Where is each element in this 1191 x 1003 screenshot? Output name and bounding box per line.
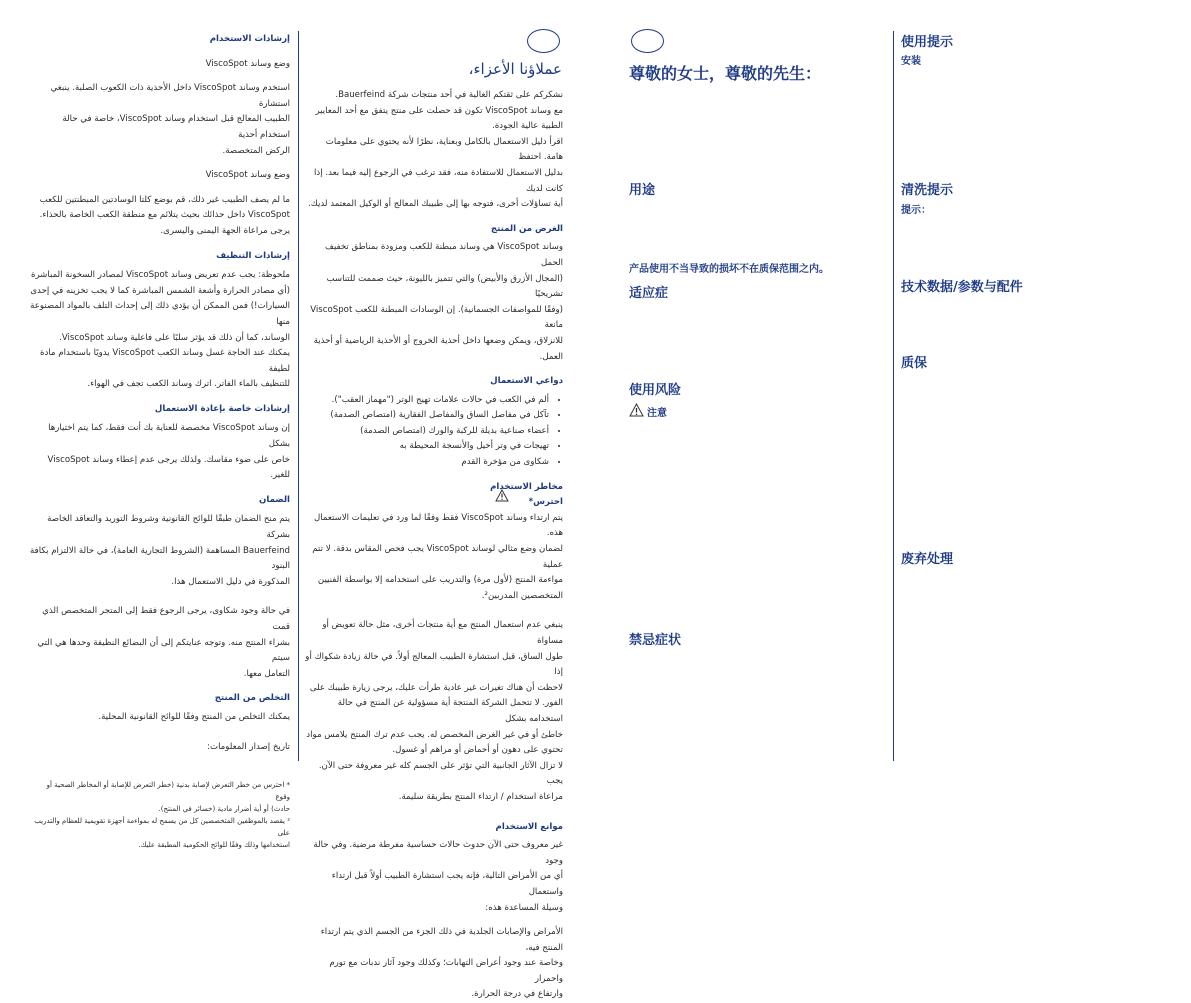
subheading-install: 安装 (901, 56, 921, 67)
caution-label-chinese: 注意 (647, 408, 667, 419)
reuse-paragraph: إن وساند ViscoSpot مخصصة للعناية بك أنت فقط، كما يتم اختيارها بشكل خاص على ضوء مقاسك. ولذلك يرجى عدم إعطاء وساند ViscoSpot للغير. (47, 423, 290, 481)
column-divider-1 (298, 31, 299, 761)
placement-paragraph: ما لم يصف الطبيب غير ذلك، قم بوضع كلتا الوسادتين المبطنتين للكعب ViscoSpot داخل حذائك بحيث يتلائم مع منطقة الكعب الخاصة بالحذاء. يرجى مراعاة الجهة اليمنى واليسرى. (39, 194, 290, 236)
heading-warranty: 质保 (901, 356, 928, 371)
caution-label: احترس* (528, 497, 563, 508)
arabic-column-1 (30, 32, 290, 851)
heading-indications: 适应症 (629, 286, 669, 301)
subheading-placement: وضع وساند ViscoSpot (205, 58, 290, 69)
heading-technical-data: 技术数据/参数与配件 (901, 280, 1023, 295)
list-item: • تهيجات في وتر أخيل والأنسجة المحيطة به (305, 439, 549, 455)
heading-contraindications: 禁忌症状 (629, 633, 682, 648)
heading-purpose: 用途 (629, 183, 656, 198)
section-title-contraindications: موانع الاستخدام (495, 821, 563, 832)
risks-paragraph: يتم ارتداء وساند ViscoSpot فقط وفقًا لما ورد في تعليمات الاستعمال هذه. لضمان وضع مثالي لوساند ViscoSpot يجب فحص المقاس بدقة. لا تتم عملية مواءمة المنتج (لأول مرة) والتدريب على استخدامه إلا بواسطة الفنيين المتخصصين المدربين². (312, 512, 563, 601)
usage-paragraph: استخدم وساند ViscoSpot داخل الأحذية ذات الكعوب الصلبة. ينبغي استشارة الطبيب المعالج قبل استخدام وساند ViscoSpot، خاصة في حالة استخدام أحذية الركض المتخصصة. (50, 83, 290, 156)
cleaning-paragraph: ملحوظة: يجب عدم تعريض وساند ViscoSpot لمصادر السخونة المباشرة (أي مصادر الحرارة وأشعة الشمس المباشرة كما لا يجب تخزينه في إحدى السيارات!) فمن الممكن أن يؤدي ذلك إلى إحداث التلف بالمواد المصنوعة منها الوساند، كما أن ذلك قد يؤثر سلبًا على فاعلية وساند ViscoSpot. يمكنك عند الحاجة غسل وساند الكعب ViscoSpot يدويًا باستخدام مادة لطيفة للتنظيف بالماء الفاتر. اترك وساند الكعب تجف في الهواء. (30, 270, 290, 390)
warning-triangle-icon (629, 403, 644, 417)
heading-cleaning: 清洗提示 (901, 183, 954, 198)
purpose-paragraph: وساند ViscoSpot هي وساند مبطنة للكعب ومزودة بمناطق تخفيف الحمل (المجال الأزرق والأبيض) والتي تتميز بالليونة، حيث صممت للتناسب تشريحيًا (وفقًا للمواصفات الجسمانية). إن الوسادات المبطنة للكعب ViscoSpot مانعة للانزلاق، ويمكن وضعها داخل أحذية الخروج أو الأحذية الرياضية أو أحذية العمل. (310, 242, 563, 362)
section-title-usage: إرشادات الاستخدام (209, 34, 290, 44)
arabic-column-2 (305, 88, 563, 1003)
contraindications-paragraph-2: الأمراض والإصابات الجلدية في ذلك الجزء من الجسم الذي يتم ارتداء المنتج فيه، وخاصة عند وجود أعراض التهابات؛ وكذلك وجود آثار ندبات مع تورم واحمرار وارتفاع في درجة الحرارة. (320, 927, 563, 1000)
list-item: • شكاوى من مؤخرة القدم (305, 455, 549, 471)
language-marker-circle-arabic (527, 29, 560, 53)
section-title-cleaning: إرشادات التنظيف (216, 250, 290, 261)
footnotes: * احترس من خطر التعرض لإصابة بدنية (خطر التعرض للإصابة أو المخاطر الصحية أو وقوع حادث) أو أية أضرار مادية (خسائر في المنتج). ² يقصد بالموظفين المتخصصين كل من يسمح له بمواءمة أجهزة تقويمية للعظام والتدريب على استخدامها وذلك وفقًا للوائح الحكومية المطبقة عليك. (34, 781, 290, 850)
risks-paragraph-2: ينبغي عدم استعمال المنتج مع أية منتجات أخرى، مثل حالة تعويض أو مساواة طول الساق، قبل استشارة الطبيب المعالج أولاً. في حالة زيادة شكواك أو إذا لاحظت أن هناك تغيرات غير عادية طرأت عليك، يرجى زيارة طبيبك على الفور. لا تتحمل الشركة المنتجة أية مسؤولية عن المنتج في حالة استخدامه بشكل خاطئ أو في غير الغرض المخصص له. يجب عدم ترك المنتج يلامس مواد تحتوي على دهون أو أحماض أو مراهم أو غسول. لا تزال الآثار الجانبية التي تؤثر على الجسم كله غير معروفة حتى الآن. يجب مراعاة استخدام / ارتداء المنتج بطريقة سليمة. (305, 620, 563, 802)
section-title-risks: مخاطر الاستخدام (490, 481, 563, 492)
warranty-note: 产品使用不当导致的损坏不在质保范围之内。 (629, 264, 829, 275)
disposal-paragraph: يمكنك التخلص من المنتج وفقًا للوائح القانونية المحلية. (98, 711, 290, 722)
list-item: • ألم في الكعب في حالات علامات تهيج الوتر ("مهماز العقب"). (305, 393, 549, 409)
contraindications-paragraph: غير معروف حتى الآن حدوث حالات حساسية مفرطة مرضية. وفي حالة وجود أي من الأمراض التالية، فإنه يجب استشارة الطبيب أولاً قبل ارتداء واستعمال وسيلة المساعدة هذه: (313, 840, 563, 913)
heading-usage-tips: 使用提示 (901, 35, 954, 50)
section-title-purpose: الغرض من المنتج (490, 223, 563, 234)
warranty-paragraph: يتم منح الضمان طبقًا للوائح القانونية وشروط التوريد والتعاقد الخاصة بشركة Bauerfeind المساهمة (الشروط التجارية العامة)، في حالة الالتزام بكافة البنود المذكورة في دليل الاستعمال هذا. (30, 514, 290, 587)
section-title-warranty: الضمان (259, 494, 290, 505)
section-title-reuse: إرشادات خاصة بإعادة الاستعمال (154, 403, 290, 414)
indications-list (305, 393, 563, 471)
complaints-paragraph: في حالة وجود شكاوى، يرجى الرجوع فقط إلى المتجر المتخصص الذي قمت بشراء المنتج منه. وتوجه عنايتكم إلى أن البضائع النظيفة وحدها هي التي سيتم التعامل معها. (37, 606, 290, 679)
heading-disposal: 废弃处理 (901, 552, 954, 567)
list-item: • تآكل في مفاصل الساق والمفاصل الفقارية (امتصاص الصدمة) (305, 408, 549, 424)
language-marker-circle-chinese (631, 29, 664, 53)
section-title-indications: دواعي الاستعمال (490, 376, 563, 387)
subheading-tip: 提示： (901, 205, 931, 216)
heading-risks: 使用风险 (629, 383, 682, 398)
greeting-title-chinese: 尊敬的女士，尊敬的先生： (629, 64, 822, 83)
list-item: • أعضاء صناعية بديلة للركبة والورك (امتصاص الصدمة) (305, 424, 549, 440)
subheading-placement-2: وضع وساند ViscoSpot (205, 170, 290, 181)
caution-row (629, 400, 667, 419)
column-divider-2 (893, 31, 894, 761)
intro-paragraph: نشكركم على ثقتكم الغالية في أحد منتجات شركة Bauerfeind. مع وساند ViscoSpot تكون قد حصلت على منتج يتفق مع أحد المعايير الطبية عالية الجودة. اقرأ دليل الاستعمال بالكامل وبعناية، نظرًا لأنه يحتوي على معلومات هامة. احتفظ بدليل الاستعمال للاستفادة منه، فقد ترغب في الرجوع إليه فيما بعد. إذا كانت لديك أية تساؤلات أخرى، فتوجه بها إلى طبيبك المعالج أو الوكيل المعتمد لديك. (307, 90, 563, 210)
section-title-disposal: التخلص من المنتج (214, 693, 290, 704)
greeting-title: عملاؤنا الأعزاء، (468, 60, 562, 78)
warning-triangle-icon (495, 489, 509, 502)
issue-date: تاريخ إصدار المعلومات: (207, 741, 290, 752)
